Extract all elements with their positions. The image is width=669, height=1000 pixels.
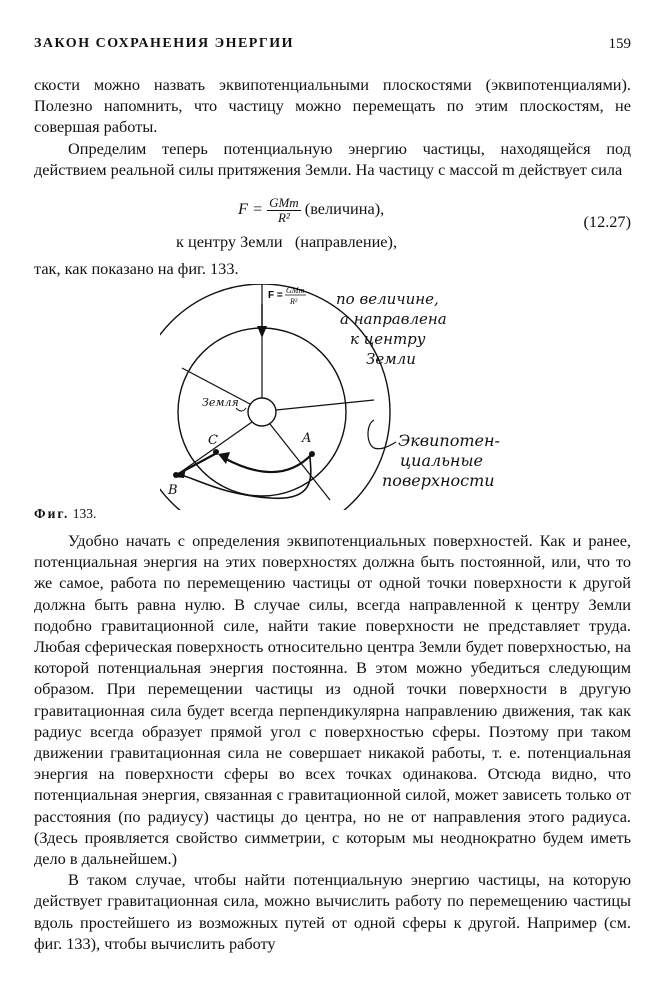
chapter-title: ЗАКОН СОХРАНЕНИЯ ЭНЕРГИИ — [34, 36, 295, 51]
point-a-dot — [309, 451, 315, 457]
paragraph-3: так, как показано на фиг. 133. — [34, 259, 239, 278]
caption-prefix: Фиг. — [34, 506, 70, 521]
formula-denominator: R² — [277, 210, 290, 225]
earth-circle — [248, 398, 276, 426]
arc-path-ac — [224, 454, 312, 472]
fig-force-lhs: F = — [268, 290, 283, 301]
note-force-line-3: к центру — [350, 330, 426, 348]
note-surfaces-line-2: циальные — [400, 451, 483, 470]
force-arrow — [257, 304, 267, 338]
note-force-line-2: а направлена — [340, 310, 447, 328]
fig-force-den: R² — [290, 297, 298, 306]
caption-number: 133. — [72, 506, 97, 521]
formula-direction: к центру Земли (направление), — [176, 232, 398, 251]
text-block-bottom — [34, 530, 631, 954]
formula-12-27 — [34, 196, 631, 232]
paragraph-2: Определим теперь потенциальную энергию частицы, находящейся под действием реальной силы притяжения Земли. На частицу с массой m действует сила — [34, 138, 631, 179]
note-force — [336, 290, 447, 368]
text-block-top — [34, 74, 631, 180]
formula-annotation: (величина), — [304, 199, 385, 219]
note-surfaces-line-1: Эквипотен- — [398, 431, 500, 450]
note-surfaces — [382, 431, 500, 490]
text-after-formula — [34, 258, 631, 279]
fig-force-num: GMm — [286, 286, 305, 295]
paragraph-5: В таком случае, чтобы найти потенциальную энергию частицы, на которую действует гравитационная сила, можно вычислить работу по перемещению частицы вдоль простейшего из возможных путей от одной сферы к другой. Например (см. фиг. 133), чтобы вычислить работу — [34, 870, 631, 953]
paragraph-1: скости можно назвать эквипотенциальными плоскостями (эквипотенциалями). Полезно напомнить, что частицу можно перемещать по этим плоскостям, не совершая работы. — [34, 75, 631, 137]
point-b-dot — [173, 472, 179, 478]
formula-fraction — [267, 196, 301, 225]
figure-caption — [34, 506, 96, 522]
formula-lhs: F = — [238, 199, 264, 219]
point-c-dot — [213, 449, 219, 455]
equation-number: (12.27) — [583, 212, 631, 231]
note-force-line-4: Земли — [366, 350, 416, 368]
formula-numerator: GMm — [269, 195, 299, 210]
earth-label: Земля — [202, 396, 239, 409]
arc-arrow — [218, 452, 230, 464]
note-surfaces-line-3: поверхности — [382, 471, 495, 490]
surfaces-brace — [368, 420, 396, 449]
figure-133 — [160, 284, 540, 510]
running-header — [34, 36, 631, 58]
point-a-label: A — [302, 431, 312, 446]
paragraph-4: Удобно начать с определения эквипотенциальных поверхностей. Как и ранее, потенциальная энергия на этих поверхностях должна быть постоянной, или, что то же самое, работа по перемещению частицы от одной точки поверхности к другой должна быть равна нулю. В случае силы, всегда направленной к центру Земли подобно гравитационной силе, найти такие поверхности не представляет труда. Любая сферическая поверхность относительно центра Земли будет поверхностью, на которой потенциальная энергия постоянна. В этом можно убедиться следующим образом. При перемещении частицы из одной точки поверхности в другую гравитационная сила будет всегда перпендикулярна направлению движения, так как радиус всегда образует прямой угол с поверхностью сферы. Поэтому при таком движении гравитационная сила не совершает никакой работы, т. е. потенциальная энергия на поверхности сферы во всех точках одинакова. Отсюда видно, что потенциальная энергия, связанная с гравитационной силой, может зависеть только от расстояния (по радиусу) частицы до центра, но не от направления этого радиуса. (Здесь проявляется свойство симметрии, с которым мы неоднократно будем иметь дело в дальнейшем.) — [34, 531, 631, 869]
note-force-line-1: по величине, — [336, 290, 439, 308]
point-c-label: C — [208, 433, 218, 448]
page-number: 159 — [608, 36, 631, 52]
point-b-label: B — [168, 483, 178, 498]
